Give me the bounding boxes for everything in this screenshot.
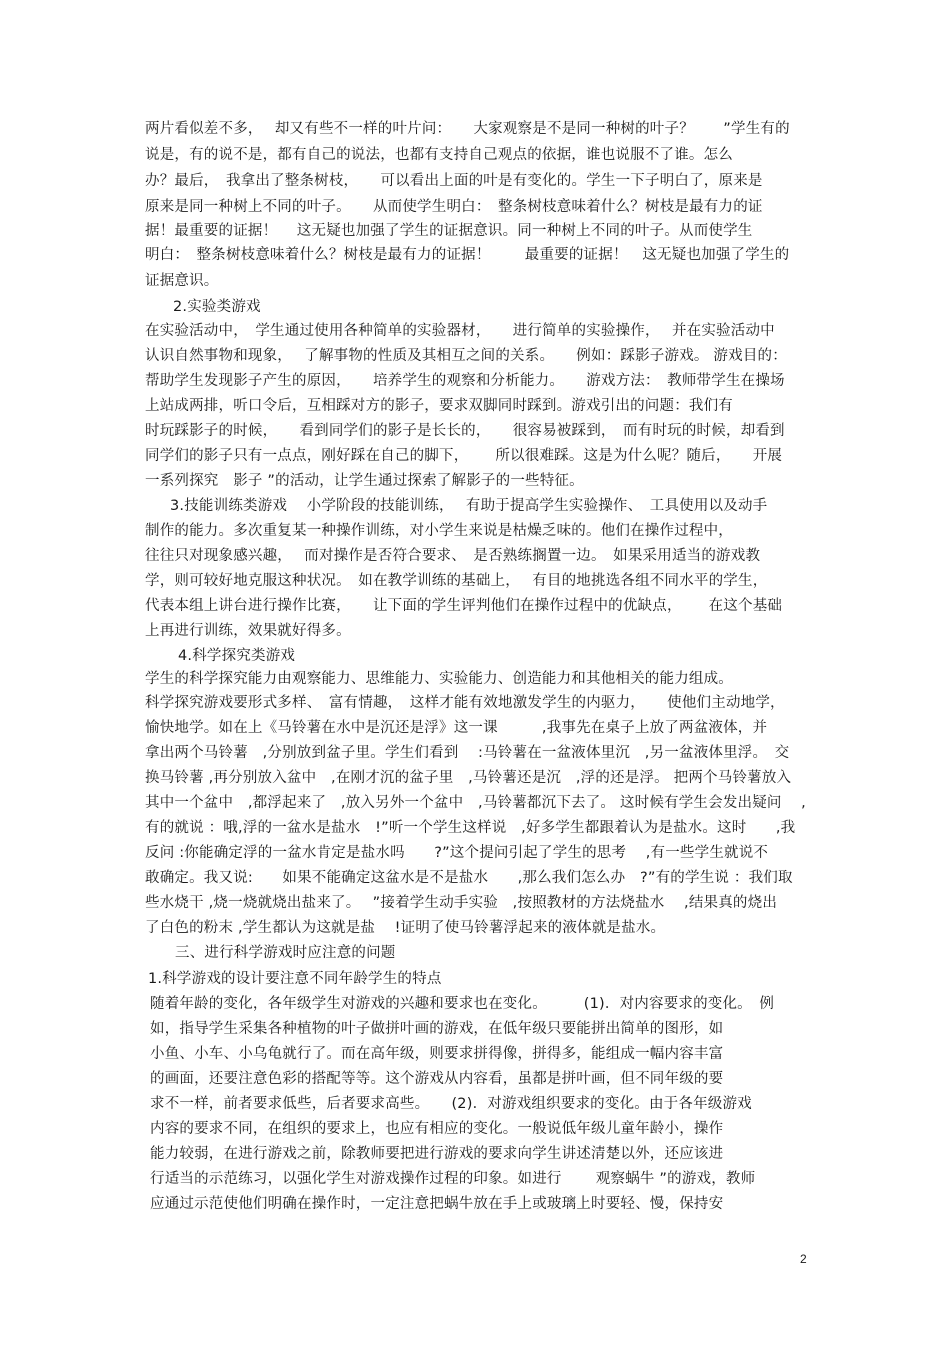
- text-line: 两片看似差不多， 却又有些不一样的叶片问： 大家观察是不是同一种树的叶子？ ”学生有的: [145, 121, 790, 137]
- text-line: 认识自然事物和现象， 了解事物的性质及其相互之间的关系。 例如：踩影子游戏。 游戏目的：: [145, 348, 787, 364]
- text-line: 换马铃薯 ,再分别放入盆中 ,在刚才沉的盆子里 ,马铃薯还是沉 ,浮的还是浮。 把两个马铃薯放入: [145, 770, 792, 786]
- text-line: 应通过示范使他们明确在操作时，一定注意把蜗牛放在手上或玻璃上时要轻、慢，保持安: [150, 1196, 724, 1212]
- text-line: 帮助学生发现影子产生的原因， 培养学生的观察和分析能力。 游戏方法： 教师带学生在操场: [145, 373, 785, 389]
- text-line: 了白色的粉末 ,学生都认为这就是盐 !证明了使马铃薯浮起来的液体就是盐水。: [145, 920, 666, 936]
- text-line: 科学探究游戏要形式多样、 富有情趣， 这样才能有效地激发学生的内驱力， 使他们主动地学，: [145, 695, 785, 711]
- text-line: 一系列探究 影子 ”的活动，让学生通过探索了解影子的一些特征。: [145, 473, 584, 489]
- text-line: 其中一个盆中 ,都浮起来了 ,放入另外一个盆中 ,马铃薯都沉下去了。 这时候有学生会发出疑问 ,: [145, 795, 806, 811]
- text-line: 3.技能训练类游戏 小学阶段的技能训练， 有助于提高学生实验操作、 工具使用以及动手: [170, 498, 768, 514]
- text-line: 些水烧干 ,烧一烧就烧出盐来了。 ”接着学生动手实验 ,按照教材的方法烧盐水 ,结果真的烧出: [145, 895, 778, 911]
- text-line: 学生的科学探究能力由观察能力、思维能力、实验能力、创造能力和其他相关的能力组成。: [145, 671, 733, 687]
- text-line: 行适当的示范练习，以强化学生对游戏操作过程的印象。如进行 观察蜗牛 ”的游戏，教师: [150, 1171, 756, 1187]
- text-line: 办？最后， 我拿出了整条树枝， 可以看出上面的叶是有变化的。学生一下子明白了，原来是: [145, 173, 763, 189]
- text-line: 拿出两个马铃薯 ,分别放到盆子里。学生们看到 :马铃薯在一盆液体里沉 ,另一盆液体里浮。 交: [145, 745, 790, 761]
- section-heading: 三、进行科学游戏时应注意的问题: [175, 945, 396, 961]
- text-line: 制作的能力。多次重复某一种操作训练，对小学生来说是枯燥乏味的。他们在操作过程中，: [145, 523, 733, 539]
- text-line: 上站成两排，听口令后，互相踩对方的影子，要求双脚同时踩到。游戏引出的问题：我们有: [145, 398, 733, 414]
- text-line: 求不一样，前者要求低些，后者要求高些。 (2)．对游戏组织要求的变化。由于各年级游戏: [150, 1096, 752, 1112]
- text-line: 敢确定。我又说: 如果不能确定这盆水是不是盐水 ,那么我们怎么办 ?”有的学生说 ：我们取: [145, 870, 793, 886]
- section-heading: 1.科学游戏的设计要注意不同年龄学生的特点: [148, 971, 442, 987]
- text-line: 往往只对现象感兴趣， 而对操作是否符合要求、 是否熟练搁置一边。 如果采用适当的游戏教: [145, 548, 761, 564]
- text-line: 如，指导学生采集各种植物的叶子做拼叶画的游戏，在低年级只要能拼出简单的图形，如: [150, 1021, 724, 1037]
- text-line: 原来是同一种树上不同的叶子。 从而使学生明白： 整条树枝意味着什么？树枝是最有力的证: [145, 199, 763, 215]
- text-line: 有的就说 ：哦,浮的一盆水是盐水 !”听一个学生这样说 ,好多学生都跟着认为是盐水。这时 ,我: [145, 820, 796, 836]
- text-line: 在实验活动中， 学生通过使用各种简单的实验器材， 进行简单的实验操作， 并在实验活动中: [145, 323, 775, 339]
- text-line: 明白： 整条树枝意味着什么？树枝是最有力的证据！ 最重要的证据！ 这无疑也加强了学生的: [145, 247, 790, 263]
- text-line: 同学们的影子只有一点点，刚好踩在自己的脚下， 所以很难踩。这是为什么呢？随后， 开展: [145, 448, 783, 464]
- section-heading: 4.科学探究类游戏: [178, 648, 296, 664]
- text-line: 的画面，还要注意色彩的搭配等等。这个游戏从内容看，虽都是拼叶画，但不同年级的要: [150, 1071, 724, 1087]
- page-number: 2: [800, 1252, 807, 1266]
- section-heading: 2.实验类游戏: [173, 299, 261, 315]
- text-line: 反问 :你能确定浮的一盆水肯定是盐水吗 ?”这个提问引起了学生的思考 ,有一些学生就说不: [145, 845, 769, 861]
- text-line: 内容的要求不同，在组织的要求上，也应有相应的变化。一般说低年级儿童年龄小，操作: [150, 1121, 724, 1137]
- text-line: 小鱼、小车、小乌龟就行了。而在高年级，则要求拼得像，拼得多，能组成一幅内容丰富: [150, 1046, 724, 1062]
- text-line: 证据意识。: [145, 273, 219, 289]
- text-line: 随着年龄的变化，各年级学生对游戏的兴趣和要求也在变化。 (1)．对内容要求的变化。 例: [150, 996, 775, 1012]
- text-line: 据！最重要的证据！ 这无疑也加强了学生的证据意识。同一种树上不同的叶子。从而使学生: [145, 223, 753, 239]
- text-line: 时玩踩影子的时候， 看到同学们的影子是长长的， 很容易被踩到， 而有时玩的时候，却看到: [145, 423, 785, 439]
- text-line: 学，则可较好地克服这种状况。 如在教学训练的基础上， 有目的地挑选各组不同水平的学生，: [145, 573, 768, 589]
- text-line: 上再进行训练，效果就好得多。: [145, 623, 351, 639]
- text-line: 能力较弱，在进行游戏之前，除教师要把进行游戏的要求向学生讲述清楚以外，还应该进: [150, 1146, 724, 1162]
- text-line: 愉快地学。如在上《马铃薯在水中是沉还是浮》这一课 ,我事先在桌子上放了两盆液体，并: [145, 720, 768, 736]
- text-line: 说是，有的说不是，都有自己的说法，也都有支持自己观点的依据，谁也说服不了谁。怎么: [145, 147, 733, 163]
- text-line: 代表本组上讲台进行操作比赛， 让下面的学生评判他们在操作过程中的优缺点， 在这个基础: [145, 598, 783, 614]
